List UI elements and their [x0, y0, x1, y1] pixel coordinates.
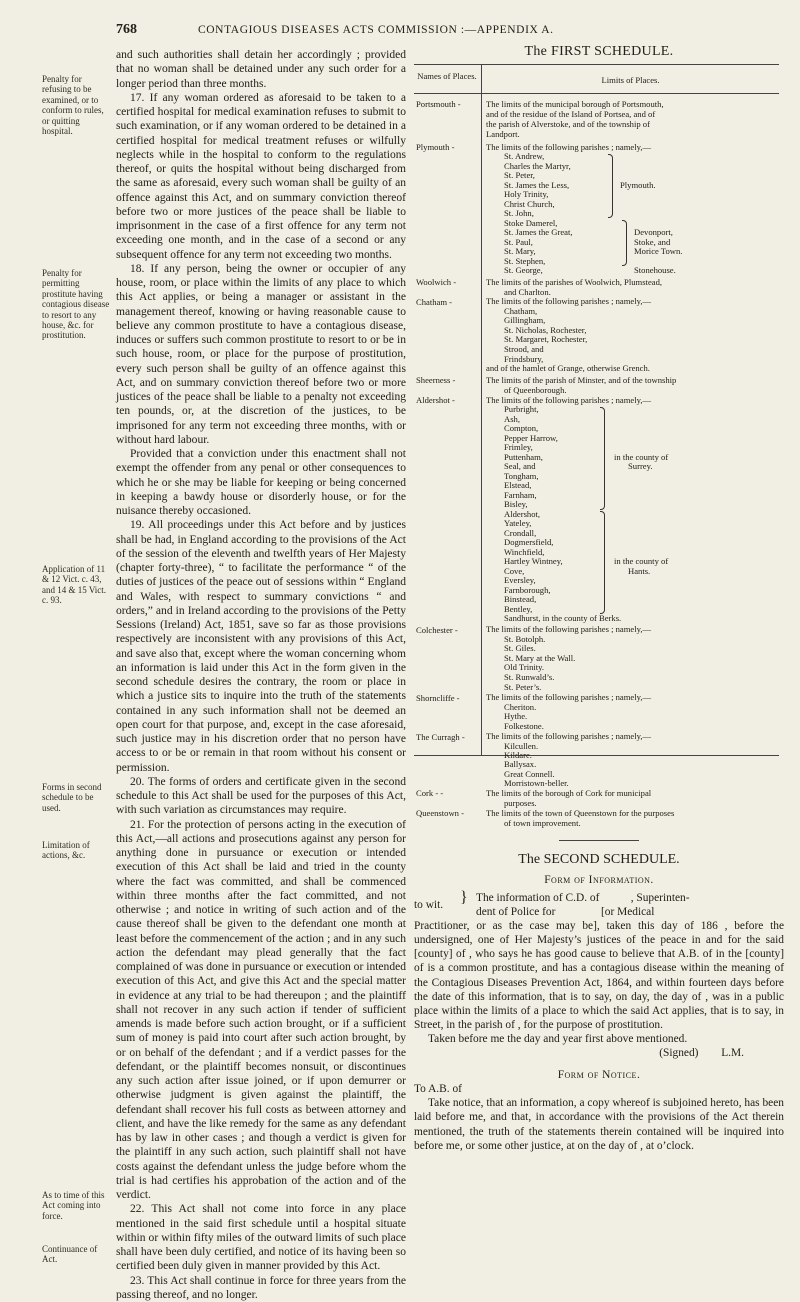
limit-line: of town improvement.	[486, 819, 776, 829]
limit-line: Kildare.	[486, 751, 776, 761]
parish: Dogmersfield,	[504, 538, 553, 548]
side-note: Penalty for permitting prostitute having contagious disease to resort to any house, &c. for prostitution.	[42, 268, 112, 341]
parish: Hartley Wintney,	[504, 557, 563, 567]
town-label: Stoke, and	[634, 238, 670, 248]
place-limits	[486, 809, 776, 828]
parish: Elstead,	[504, 481, 531, 491]
first-schedule-title: The FIRST SCHEDULE.	[414, 44, 784, 60]
county-label: Surrey.	[628, 462, 653, 472]
limit-line: St. Runwald’s.	[486, 673, 776, 683]
aldershot-parishes	[504, 405, 779, 635]
parish: St. Peter,	[504, 171, 535, 181]
county-label: in the county of	[614, 453, 668, 463]
place-name: Portsmouth -	[416, 99, 480, 109]
limit-line: Ballysax.	[504, 760, 569, 770]
section-17: 17. If any woman ordered as aforesaid to be taken to a certified hospital for medical examination refuses to submit to such examination, or if any woman ordered to be detained in a certified hospital for medical treatment refuses or wilfully neglects while in the hospital to conform to the regulations thereof, or quits the hospital without being discharged from the same as aforesaid, every such woman shall be guilty of an offence against this Act, and on summary conviction thereof before two or more justices of the peace shall be liable to imprisonment in the case of a first offence for any term not exceeding one month, and in the case of a second or any subsequent offence for any term not exceeding two months.	[116, 91, 406, 262]
parish: Pepper Harrow,	[504, 434, 558, 444]
limit-line: The limits of the town of Queenstown for the purposes	[486, 809, 776, 819]
limit-line: St. Mary at the Wall.	[486, 654, 776, 664]
limit-line: purposes.	[486, 799, 776, 809]
form-information-title: Form of Information.	[414, 873, 784, 887]
parish: Eversley,	[504, 576, 536, 586]
brace	[608, 154, 613, 218]
curragh-more	[504, 760, 569, 789]
notice-to: To A.B. of	[414, 1082, 784, 1096]
aldershot-intro: The limits of the following parishes ; namely,—	[486, 395, 776, 405]
signature-line: (Signed) L.M.	[414, 1046, 784, 1060]
col-places-header: Names of Places.	[414, 71, 480, 81]
parish: Bisley,	[504, 500, 528, 510]
side-note: Penalty for refusing to be examined, or to conform to rules, or quitting hospital.	[42, 74, 112, 136]
limit-line: St. Botolph.	[486, 635, 776, 645]
plymouth-intro: The limits of the following parishes ; namely,—	[486, 142, 776, 152]
section-18: 18. If any person, being the owner or occupier of any house, room, or place within the limits of any place to which this Act applies, or being a manager or assistant in the management thereof, knowing or having reasonable cause to believe any common prostitute to have a contagious disease, induces or suffers such common prostitute to resort to or be in such house, room, or place for the purpose of prostitution, every such person shall be guilty of an offence against this Act, and on summary conviction thereof before two or more justices of the peace shall be liable to a penalty not exceeding ten pounds, or, at the discretion of the justices, to be imprisoned for any term not exceeding three months, with or without hard labour.	[116, 262, 406, 447]
section-20: 20. The forms of orders and certificate given in the second schedule to this Act shall be used for the purposes of this Act, with such variation as circumstances may require.	[116, 775, 406, 818]
page-header	[0, 22, 800, 38]
section-19: 19. All proceedings under this Act before and by justices shall be had, in England according to the provisions of the Act of the session of the eleventh and twelfth years of Her Majesty (chapter forty-three), “ to facilitate the performance “ of the duties of justices of the peace out of sessions within “ England and Wales, with respect to summary convictions “ and orders,” and in Ireland according to the provisions of the Petty Sessions (Ireland) Act, 1851, save so far as those provisions respectively are inconsistent with any provisions of this Act, and save also that, except where the woman concerning whom an information is laid under this Act in the form given in the second schedule desires the contrary, the room or place in which a justice sits to inquire into the truth of the statements contained in any such information shall not be deemed an open court for that purpose, and, except in the case aforesaid, such justice may in his discretion order that no person have access to or be or remain in that room without his consent or permission.	[116, 518, 406, 775]
parish: St. James the Less,	[504, 181, 569, 191]
place-name: The Curragh -	[416, 732, 480, 742]
section-21: 21. For the protection of persons acting in the execution of this Act,—all actions and prosecutions against any person for anything done in pursuance or execution or intended execution of this Act shall be laid and tried in the county where the fact was committed, and shall be commenced within three months after the fact committed, and not otherwise ; and notice in writing of such action and of the cause thereof shall be given to the defendant one month at least before the commencement of the action ; and in any such action the defendant may plead generally that the fact complained of was done in pursuance or execution or intended execution of this Act, and give this Act and the special matter in evidence at any trial to be had thereupon ; and the plaintiff shall not recover in any such action if tender of sufficient amends is made before such action brought, or if a sufficient sum of money is paid into court after such action brought, by or on behalf of the defendant ; and if a verdict passes for the defendant, or the plaintiff becomes nonsuit, or discontinues any such action after issue joined, or if upon demurrer or otherwise judgment is given against the plaintiff, the defendant shall recover his full costs as between attorney and client, and have the like remedy for the same as any defendant has by law in other cases ; and though a verdict is given for the plaintiff in any such action, such plaintiff shall not have costs against the defendant unless the judge before whom the trial is had certifies his approbation of the action and of the verdict.	[116, 818, 406, 1203]
first-schedule-table	[414, 64, 779, 756]
parish: St. George,	[504, 266, 543, 276]
paragraph: and such authorities shall detain her accordingly ; provided that no woman shall be detained under any such order for a longer period than three months.	[116, 48, 406, 91]
limit-line: Cheriton.	[486, 703, 776, 713]
parish: Stoke Damerel,	[504, 219, 557, 229]
limit-line: and of the hamlet of Grange, otherwise Grench.	[486, 364, 776, 374]
parish: Bentley,	[504, 605, 532, 615]
place-name: Colchester -	[416, 625, 480, 635]
place-name: Cork - -	[416, 789, 480, 799]
side-note: As to time of this Act coming into force.	[42, 1190, 112, 1221]
parish: Cove,	[504, 567, 524, 577]
parish: Purbright,	[504, 405, 539, 415]
brace	[622, 220, 627, 266]
place-name: Plymouth -	[416, 142, 480, 152]
limit-line: The limits of the following parishes ; namely,—	[486, 625, 776, 635]
parish: St. Mary,	[504, 247, 536, 257]
limit-line: The limits of the municipal borough of Portsmouth,	[486, 99, 776, 109]
place-limits	[486, 625, 776, 692]
parish: St. James the Great,	[504, 228, 573, 238]
parish: Ash,	[504, 415, 520, 425]
notice-body: Take notice, that an information, a copy whereof is subjoined hereto, has been laid before me, and that, in accordance with the provisions of the Act therein mentioned, the truth of the statements therein contained will be inquired into before me, or some other justice, at on the day of , at o’clock.	[414, 1096, 784, 1152]
parish: Seal, and	[504, 462, 536, 472]
parish: Puttenham,	[504, 453, 543, 463]
limit-line: and of the residue of the Island of Portsea, and of	[486, 109, 776, 119]
side-note: Limitation of actions, &c.	[42, 840, 112, 861]
parish: Compton,	[504, 424, 538, 434]
place-name: Woolwich -	[416, 277, 480, 287]
place-name: Queenstown -	[416, 809, 480, 819]
brace	[600, 511, 605, 614]
limit-line: Gillingham,	[486, 316, 776, 326]
divider	[559, 840, 639, 841]
place-limits	[486, 732, 776, 761]
to-wit: to wit.	[414, 898, 443, 912]
form-notice-title: Form of Notice.	[414, 1068, 784, 1082]
limit-line: Great Connell.	[504, 770, 569, 780]
brace	[600, 407, 605, 510]
limit-line: Kilcullen.	[486, 742, 776, 752]
parish: St. Andrew,	[504, 152, 544, 162]
place-limits	[486, 277, 776, 297]
parish: Winchfield,	[504, 548, 544, 558]
limit-line: The limits of the following parishes ; namely,—	[486, 693, 776, 703]
form-opening	[414, 891, 784, 919]
limit-line: Frindsbury,	[486, 355, 776, 365]
side-note: Forms in second schedule to be used.	[42, 782, 112, 813]
limit-line: St. Margaret, Rochester,	[486, 335, 776, 345]
limit-line: of Queenborough.	[486, 385, 776, 395]
place-name: Shorncliffe -	[416, 693, 480, 703]
form-line: dent of Police for [or Medical	[476, 905, 654, 919]
statute-text	[116, 48, 406, 1302]
limit-line: Folkestone.	[486, 722, 776, 732]
parish: Aldershot,	[504, 510, 540, 520]
limit-line: the parish of Alverstoke, and of the township of	[486, 119, 776, 129]
section-23: 23. This Act shall continue in force for three years from the passing thereof, and no longer.	[116, 1274, 406, 1302]
town-label: Stonehouse.	[634, 266, 676, 276]
parish: Yateley,	[504, 519, 531, 529]
running-title: CONTAGIOUS DISEASES ACTS COMMISSION :—APPENDIX A.	[198, 24, 554, 36]
col-limits-header: Limits of Places.	[482, 75, 779, 85]
side-note: Application of 11 & 12 Vict. c. 43, and 14 & 15 Vict. c. 93.	[42, 564, 112, 606]
limit-line: Landport.	[486, 129, 776, 139]
proviso: Provided that a conviction under this enactment shall not exempt the offender from any penal or other consequences to which he or she may be liable for keeping or being concerned in keeping a bawdy house or disorderly house, or for the nuisance thereby occasioned.	[116, 447, 406, 518]
limit-line: St. Peter’s.	[486, 683, 776, 693]
town-label: Devonport,	[634, 228, 673, 238]
section-22: 22. This Act shall not come into force in any place mentioned in the said first schedule until a hospital situate within or within fifty miles of the outward limits of such place shall have been duly certified, and notice of its having been so certified been duly given in manner provided by this Act.	[116, 1202, 406, 1273]
limit-line: The limits of the parish of Minster, and of the township	[486, 375, 776, 385]
limit-line: Hythe.	[486, 712, 776, 722]
place-name: Sheerness -	[416, 375, 480, 385]
limit-line: The limits of the following parishes ; namely,—	[486, 297, 776, 307]
second-schedule	[414, 840, 784, 1153]
column-divider	[481, 65, 482, 755]
parish: Frimley,	[504, 443, 533, 453]
page-number: 768	[116, 22, 137, 38]
brace: }	[460, 891, 468, 905]
parish: Charles the Martyr,	[504, 162, 571, 172]
parish: St. Paul,	[504, 238, 533, 248]
place-limits	[486, 693, 776, 731]
limit-line: The limits of the following parishes ; namely,—	[486, 732, 776, 742]
limit-line: Old Trinity.	[486, 663, 776, 673]
parish: Binstead,	[504, 595, 536, 605]
limit-line: Chatham,	[486, 307, 776, 317]
form-line: The information of C.D. of , Superinten-	[476, 891, 690, 905]
side-note: Continuance of Act.	[42, 1244, 112, 1265]
town-label: Plymouth.	[620, 181, 656, 191]
parish: Crondall,	[504, 529, 536, 539]
table-header	[414, 65, 779, 94]
parish: Tongham,	[504, 472, 538, 482]
parish: St. Stephen,	[504, 257, 545, 267]
information-body: Practitioner, or as the case may be], taken this day of 186 , before the undersigned, one of Her Majesty’s justices of the peace in and for the said [county] of , who says he has good cause to believe that A.B. of in the [county] of is a common prostitute, and has a contagious disease within the meaning of the Contagious Diseases Prevention Act, 1864, and within fourteen days before the date of this information, that is to say, on day, the day of , was in a public place within the limits of a place to which the said Act applies, that is to say, in Street, in the parish of , for the purpose of prostitution.	[414, 919, 784, 1032]
information-close: Taken before me the day and year first above mentioned.	[414, 1032, 784, 1046]
second-schedule-title: The SECOND SCHEDULE.	[414, 853, 784, 867]
parish: Farnham,	[504, 491, 537, 501]
place-limits	[486, 99, 776, 139]
parish: St. John,	[504, 209, 534, 219]
parish: Sandhurst, in the county of Berks.	[504, 614, 621, 624]
county-label: in the county of	[614, 557, 668, 567]
limit-line: and Charlton.	[486, 287, 776, 297]
limit-line: St. Nicholas, Rochester,	[486, 326, 776, 336]
limit-line: Morristown-beller.	[504, 779, 569, 789]
parish: Christ Church,	[504, 200, 555, 210]
county-label: Hants.	[628, 567, 650, 577]
place-name: Aldershot -	[416, 395, 480, 405]
town-label: Morice Town.	[634, 247, 682, 257]
place-limits	[486, 789, 776, 808]
limit-line: The limits of the borough of Cork for municipal	[486, 789, 776, 799]
place-name: Chatham -	[416, 297, 480, 307]
parish: Holy Trinity,	[504, 190, 548, 200]
limit-line: St. Giles.	[486, 644, 776, 654]
limit-line: The limits of the parishes of Woolwich, Plumstead,	[486, 277, 776, 287]
place-limits	[486, 297, 776, 374]
parish: Farnborough,	[504, 586, 551, 596]
place-limits	[486, 375, 776, 395]
limit-line: Strood, and	[486, 345, 776, 355]
